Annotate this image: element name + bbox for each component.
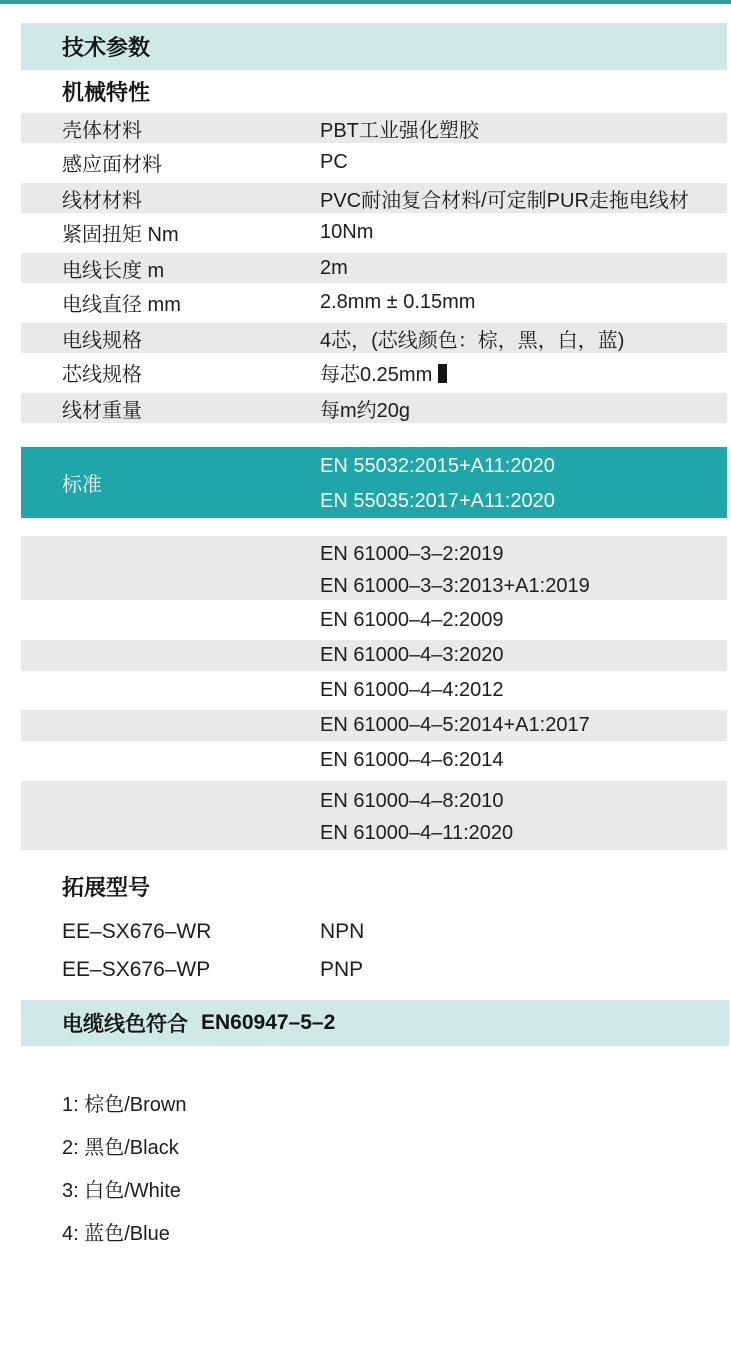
- spec-label: 芯线规格: [62, 364, 142, 386]
- spec-label: 线材材料: [62, 189, 142, 212]
- standard-row: [21, 638, 727, 673]
- cable-color-item: 1: 棕色/Brown: [62, 1094, 187, 1116]
- spec-label: 线材重量: [62, 399, 142, 422]
- spec-row: [21, 355, 727, 390]
- spec-label: 电线规格: [62, 329, 142, 352]
- cable-color-item: 4: 蓝色/Blue: [62, 1223, 170, 1245]
- spec-label: 电线长度 m: [62, 259, 165, 282]
- spec-value: 2.8mm ± 0.15mm: [320, 291, 476, 313]
- spec-value: 每m约20g: [320, 399, 411, 422]
- standard-line: EN 61000–3–2:2019: [320, 543, 504, 565]
- spec-row: [21, 180, 727, 215]
- spec-row: [21, 215, 727, 250]
- standard-row: [21, 603, 727, 638]
- spec-value: 4芯，(芯线颜色：棕，黑，白，蓝): [320, 329, 625, 352]
- cable-heading-text: 电缆线色符合: [62, 1013, 188, 1036]
- standard-line: EN 55032:2015+A11:2020: [320, 455, 555, 477]
- spec-row: [21, 320, 727, 355]
- spec-row: [21, 285, 727, 320]
- page-title: 技术参数: [62, 35, 151, 60]
- standard-line: EN 55035:2017+A11:2020: [320, 490, 555, 512]
- section-title-bar: [21, 23, 727, 70]
- mechanical-heading: 机械特性: [62, 80, 151, 105]
- standard-line: EN 61000–4–4:2012: [320, 679, 504, 701]
- model-row: [21, 952, 727, 988]
- standard-line: EN 61000–4–11:2020: [320, 822, 514, 844]
- standard-line: EN 61000–4–5:2014+A1:2017: [320, 714, 590, 736]
- standard-line: EN 61000–4–6:2014: [320, 749, 504, 771]
- standards-primary-list: [320, 448, 555, 518]
- spec-label: 紧固扭矩 Nm: [62, 224, 179, 246]
- model-name: EE–SX676–WR: [62, 920, 212, 943]
- spec-table: [21, 110, 727, 425]
- cable-color-heading-bar: [21, 1000, 729, 1046]
- standard-line: EN 61000–3–3:2013+A1:2019: [320, 575, 590, 597]
- cable-color-item: 2: 黑色/Black: [62, 1137, 179, 1159]
- standard-row: [21, 708, 727, 743]
- standard-row: [21, 743, 727, 778]
- spec-value: PC: [320, 151, 348, 173]
- spec-value: 每芯0.25mm: [320, 358, 447, 387]
- cable-standard-text: EN60947–5–2: [201, 1011, 336, 1034]
- spec-value: 2m: [320, 256, 348, 279]
- cable-color-item: 3: 白色/White: [62, 1180, 181, 1202]
- standard-row: [21, 673, 727, 708]
- spec-value: PVC耐油复合材料/可定制PUR走拖电线材: [320, 189, 689, 212]
- top-accent-line: [0, 0, 731, 4]
- spec-label: 电线直径 mm: [62, 294, 181, 316]
- model-output-type: PNP: [320, 958, 364, 981]
- standards-group-block: [21, 778, 727, 853]
- model-name: EE–SX676–WP: [62, 958, 211, 981]
- spec-value: PBT工业强化塑胶: [320, 119, 479, 142]
- standards-label: 标准: [62, 474, 102, 496]
- standard-line: EN 61000–4–8:2010: [320, 790, 504, 812]
- model-row: [21, 914, 727, 950]
- standard-line: EN 61000–4–2:2009: [320, 609, 504, 631]
- standards-header-block: [21, 447, 727, 518]
- spec-label: 壳体材料: [62, 119, 142, 142]
- models-heading: 拓展型号: [62, 875, 151, 900]
- standards-group-block: [21, 533, 727, 603]
- standard-line: EN 61000–4–3:2020: [320, 644, 504, 666]
- model-output-type: NPN: [320, 920, 365, 943]
- spec-value: 10Nm: [320, 221, 374, 243]
- spec-row: [21, 250, 727, 285]
- spec-row: [21, 145, 727, 180]
- cable-color-list: [62, 1092, 731, 1247]
- spec-row: [21, 390, 727, 425]
- spec-label: 感应面材料: [62, 154, 162, 176]
- black-square-glyph: [438, 364, 447, 383]
- spec-row: [21, 110, 727, 145]
